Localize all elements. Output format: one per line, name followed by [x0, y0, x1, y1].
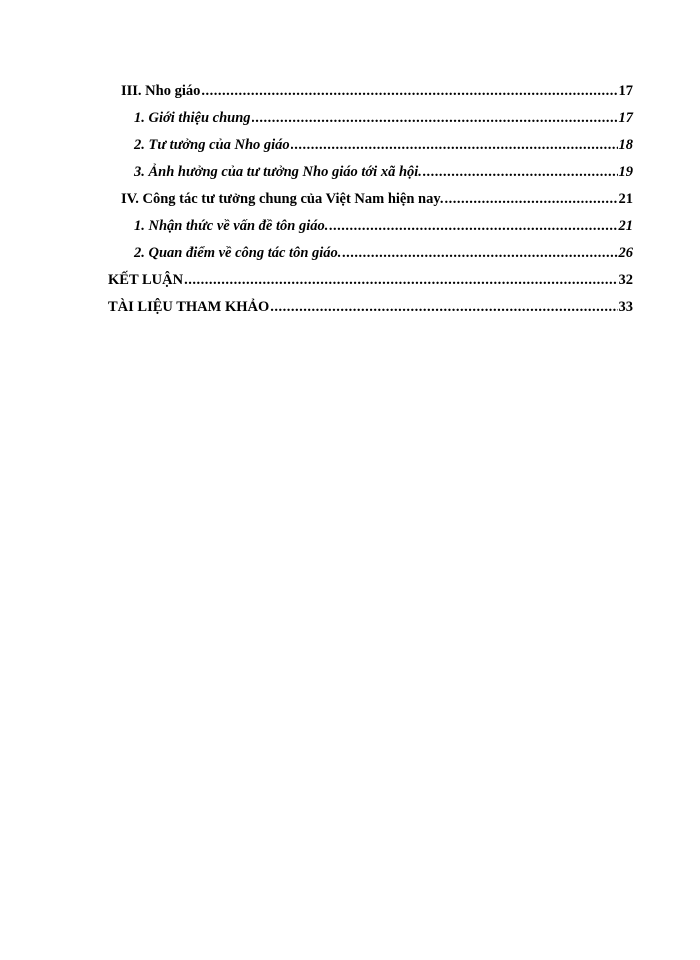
toc-entry-page: 21 [618, 218, 633, 234]
toc-dot-leader [184, 267, 617, 294]
toc-entry-page: 21 [618, 191, 633, 207]
toc-entry-tu-tuong-nho-giao[interactable] [108, 132, 633, 159]
toc-entry-nhan-thuc-ton-giao[interactable] [108, 213, 633, 240]
toc-entry-page: 17 [618, 110, 633, 126]
toc-entry-label: 3. Ảnh hưởng của tư tưởng Nho giáo tới xã hội. [134, 164, 422, 180]
toc-entry-page: 32 [618, 272, 633, 288]
toc-entry-page: 19 [618, 164, 633, 180]
toc-entry-page: 26 [618, 245, 633, 261]
toc-dot-leader [444, 186, 617, 213]
toc-entry-nho-giao[interactable] [108, 78, 633, 105]
toc-dot-leader [423, 159, 618, 186]
toc-entry-label: 2. Tư tưởng của Nho giáo [134, 137, 290, 153]
toc-entry-page: 17 [618, 83, 633, 99]
toc-entry-label: 2. Quan điểm về công tác tôn giáo. [134, 245, 342, 261]
toc-dot-leader [291, 132, 618, 159]
toc-entry-label: III. Nho giáo [121, 83, 201, 99]
toc-entry-page: 33 [618, 299, 633, 315]
toc-entry-anh-huong-nho-giao[interactable] [108, 159, 633, 186]
toc-entry-label: 1. Nhận thức về vấn đề tôn giáo. [134, 218, 329, 234]
toc-entry-label: IV. Công tác tư tưởng chung của Việt Nam hiện nay. [121, 191, 444, 207]
toc-entry-label: 1. Giới thiệu chung [134, 110, 251, 126]
toc-entry-label: KẾT LUẬN [108, 272, 184, 288]
toc-entry-quan-diem-ton-giao[interactable] [108, 240, 633, 267]
toc-dot-leader [252, 105, 618, 132]
toc-entry-ket-luan[interactable] [108, 267, 633, 294]
toc-entry-label: TÀI LIỆU THAM KHẢO [108, 299, 270, 315]
toc-dot-leader [270, 294, 617, 321]
toc-dot-leader [201, 78, 617, 105]
toc-dot-leader [329, 213, 617, 240]
toc-entry-cong-tac-tu-tuong[interactable] [108, 186, 633, 213]
toc-entry-gioi-thieu-chung[interactable] [108, 105, 633, 132]
toc-dot-leader [342, 240, 617, 267]
toc-entry-tai-lieu-tham-khao[interactable] [108, 294, 633, 321]
table-of-contents [108, 78, 633, 321]
toc-entry-page: 18 [618, 137, 633, 153]
